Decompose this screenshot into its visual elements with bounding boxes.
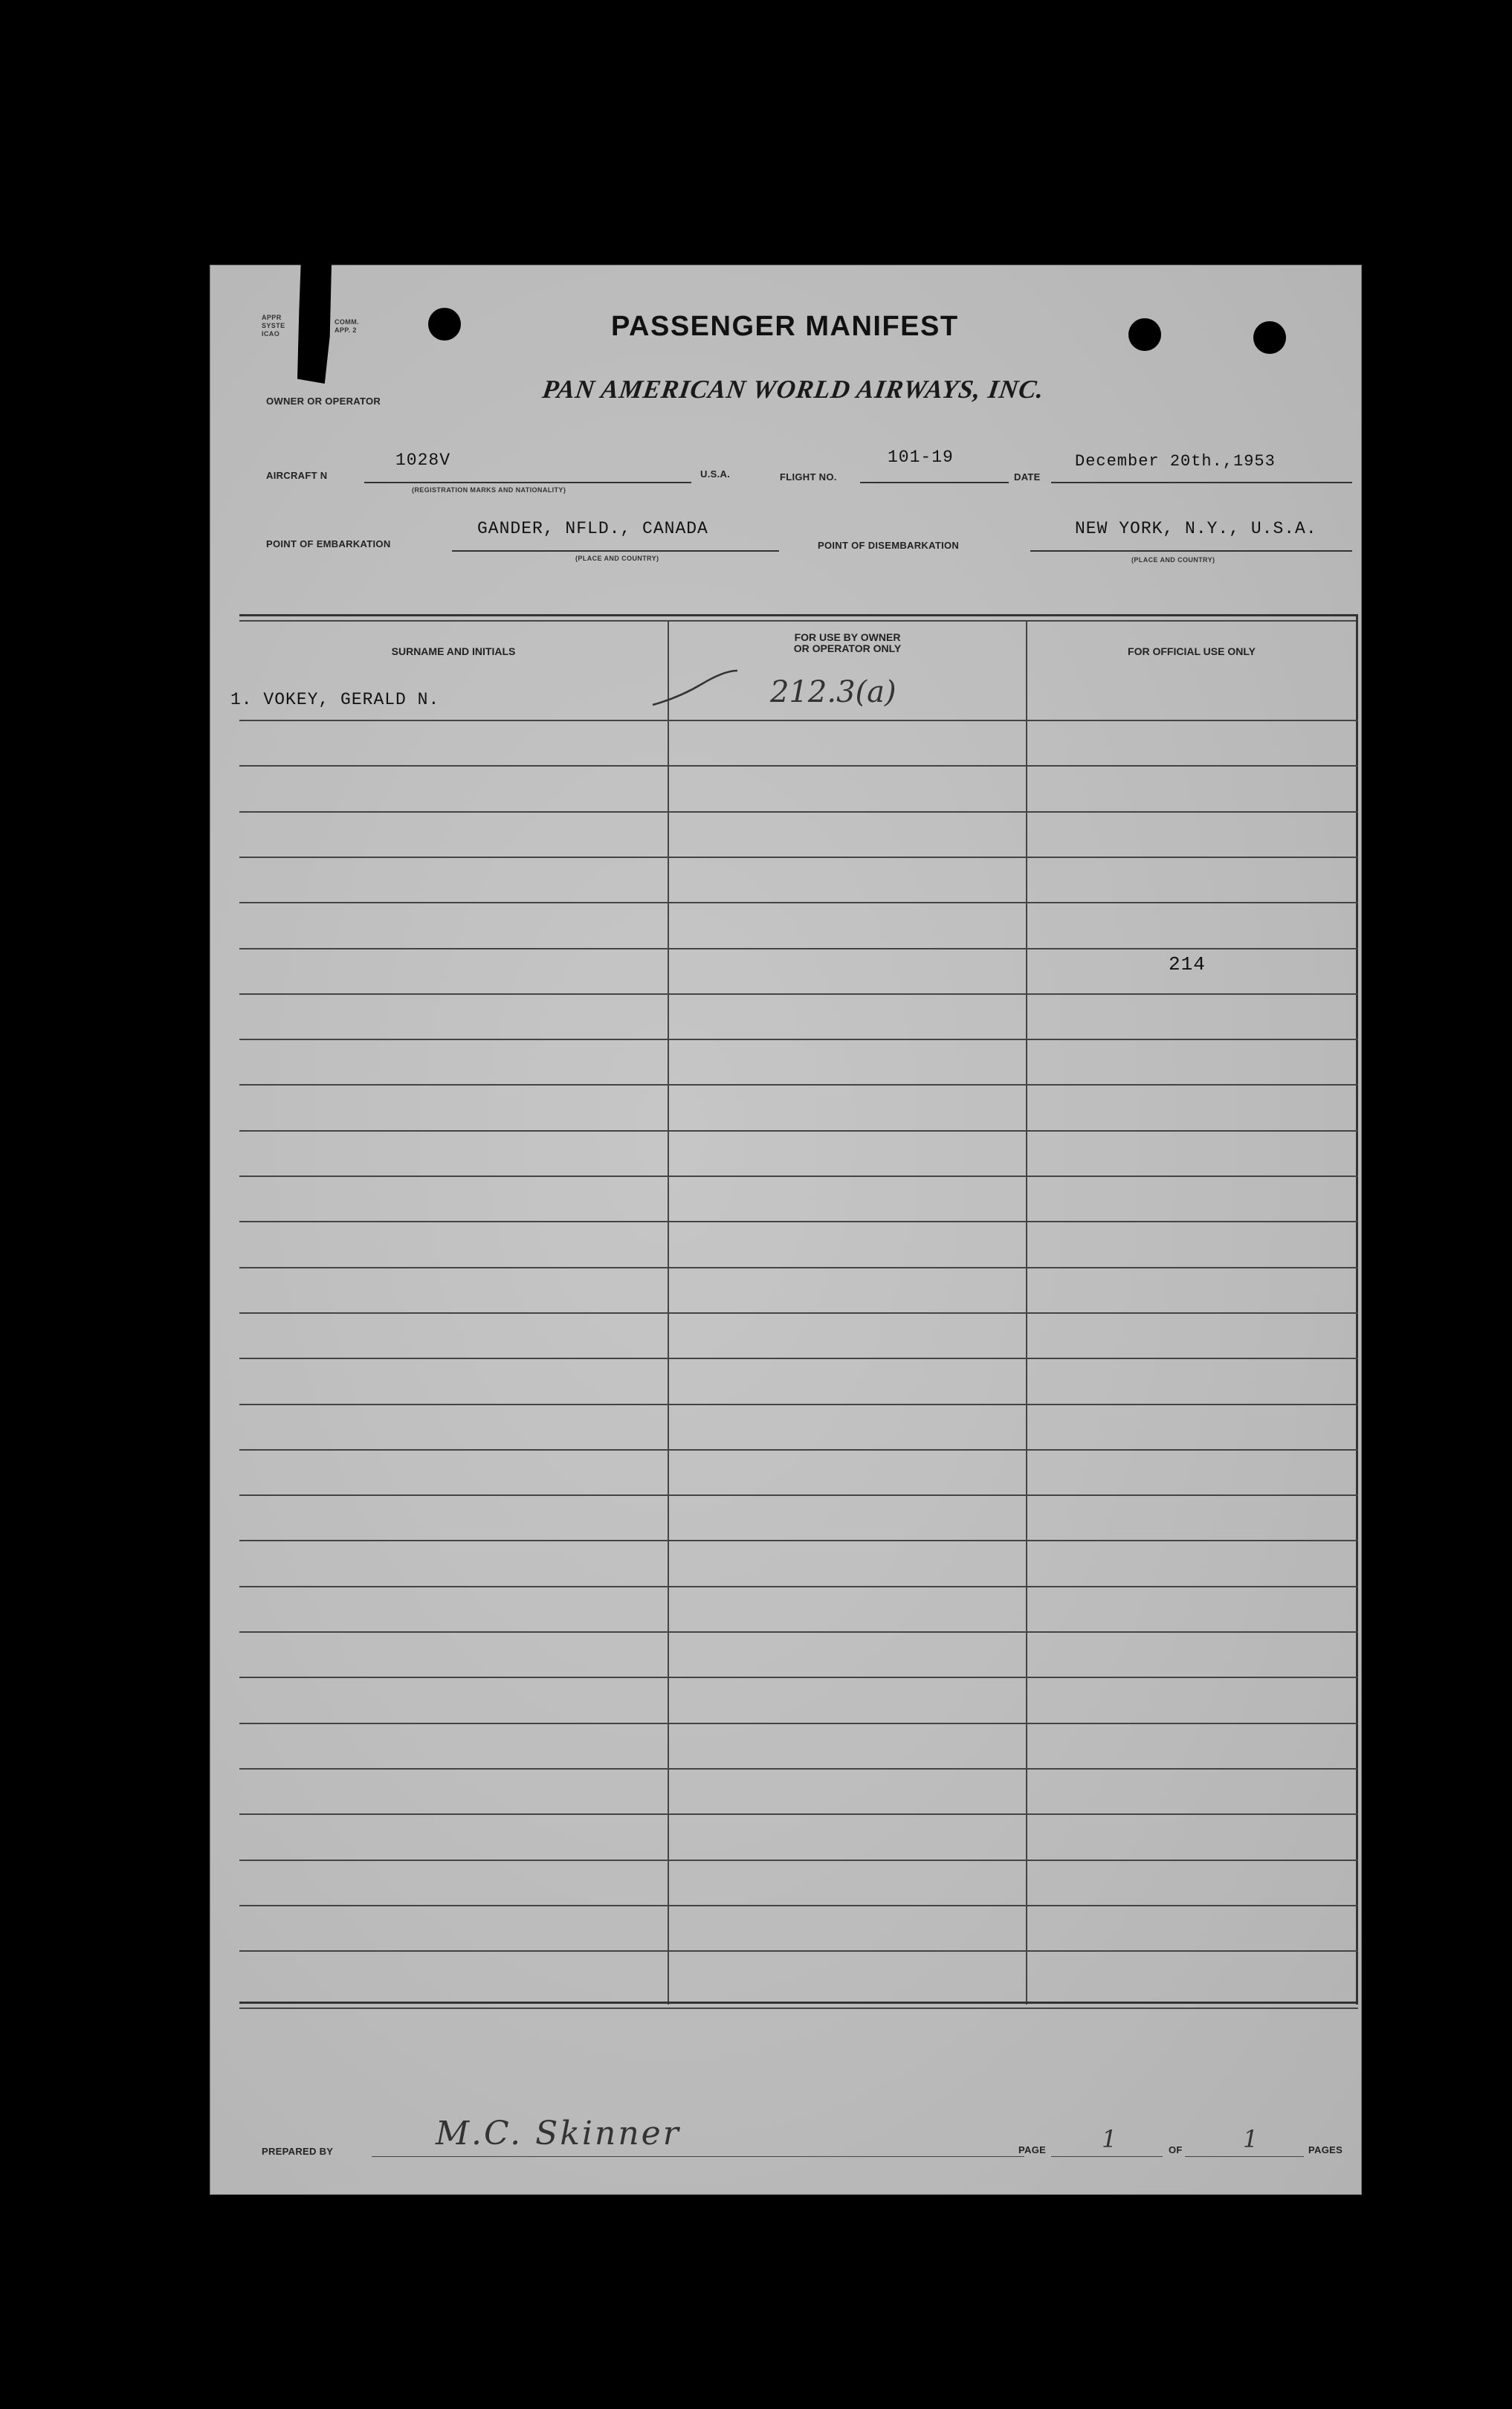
disembarkation-label: POINT OF DISEMBARKATION [818,540,960,551]
row-rule [239,1084,1358,1086]
row-rule [239,1449,1358,1451]
row-rule [239,1723,1358,1724]
column-header-owner-line: FOR USE BY OWNER [794,631,901,643]
flight-underline [860,482,1009,483]
date-value: December 20th.,1953 [1075,452,1276,471]
row-rule [239,1631,1358,1633]
row-rule [239,1950,1358,1952]
column-header-owner [669,632,1026,654]
date-label: DATE [1014,471,1041,483]
of-value: 1 [1243,2125,1259,2153]
row-rule [239,1677,1358,1678]
disembarkation-underline [1030,550,1352,552]
column-header-surname: SURNAME AND INITIALS [391,645,516,657]
page-value: 1 [1102,2125,1117,2153]
row-rule [239,857,1358,858]
pages-label: PAGES [1308,2144,1343,2155]
row-rule [239,993,1358,995]
torn-tab-mark [297,265,332,384]
of-underline [1185,2156,1304,2157]
form-title: PASSENGER MANIFEST [611,311,959,342]
owner-label: OWNER OR OPERATOR [266,396,381,407]
check-mark-icon [650,668,739,712]
usa-label: U.S.A. [700,468,731,480]
aircraft-underline [364,482,691,483]
row-rule [239,1540,1358,1541]
row-rule [239,1267,1358,1268]
row-rule [239,1312,1358,1314]
prepared-by-label: PREPARED BY [262,2146,334,2157]
row-rule [239,1404,1358,1405]
row-rule [239,811,1358,813]
approval-line: APP. 2 [335,326,357,334]
row-rule [239,1130,1358,1132]
disembarkation-place-note: (PLACE AND COUNTRY) [1131,556,1215,564]
row-rule [239,765,1358,767]
table-top-rule [239,614,1358,616]
embarkation-label: POINT OF EMBARKATION [266,538,391,549]
approval-line: APPR [262,314,282,321]
table-top-rule-2 [239,620,1358,622]
row-rule [239,902,1358,903]
row-rule [239,720,1358,721]
registration-note: (REGISTRATION MARKS AND NATIONALITY) [412,486,566,494]
punch-hole-left [428,308,461,341]
approval-block-right [335,318,359,335]
table-bottom-rule-2 [239,2007,1358,2009]
page-underline [1051,2156,1163,2157]
row-rule [239,1358,1358,1359]
row-rule [239,1039,1358,1040]
table-bottom-rule [239,2002,1358,2004]
approval-line: COMM. [335,318,359,326]
row-rule [239,1768,1358,1770]
date-underline [1051,482,1352,483]
row-rule [239,1221,1358,1222]
table-row-1 [230,690,439,709]
column-header-official: FOR OFFICIAL USE ONLY [1128,645,1256,657]
page-label: PAGE [1018,2144,1047,2155]
flight-label: FLIGHT NO. [780,471,837,483]
aircraft-value: 1028V [395,451,451,470]
row-rule [239,1176,1358,1177]
punch-hole-right [1253,321,1286,354]
approval-line: ICAO [262,330,280,338]
row-rule [239,1860,1358,1861]
row-number: 1. [230,690,253,709]
punch-hole-middle [1128,318,1161,351]
passenger-name: VOKEY, GERALD N. [263,690,440,709]
disembarkation-value: NEW YORK, N.Y., U.S.A. [1075,519,1317,538]
manifest-sheet [210,265,1362,2195]
row-rule [239,1813,1358,1815]
aircraft-label: AIRCRAFT N [266,470,328,481]
of-label: OF [1169,2144,1183,2155]
official-note: 214 [1169,953,1206,975]
embarkation-underline [452,550,779,552]
prepared-by-signature: M.C. Skinner [436,2115,681,2152]
row-rule [239,1905,1358,1906]
operator-name: PAN AMERICAN WORLD AIRWAYS, INC. [540,375,1047,404]
row-rule [239,948,1358,949]
table-right-edge [1356,614,1358,2005]
embarkation-place-note: (PLACE AND COUNTRY) [575,555,659,562]
embarkation-value: GANDER, NFLD., CANADA [477,519,708,538]
row-rule [239,1494,1358,1496]
approval-line: SYSTE [262,322,285,329]
approval-block [262,314,285,338]
flight-value: 101-19 [888,448,954,467]
column-header-owner-line: OR OPERATOR ONLY [793,642,902,654]
prepared-by-underline [372,2156,1024,2157]
row-rule [239,1586,1358,1587]
owner-note-handwritten: 212.3(a) [770,675,896,709]
